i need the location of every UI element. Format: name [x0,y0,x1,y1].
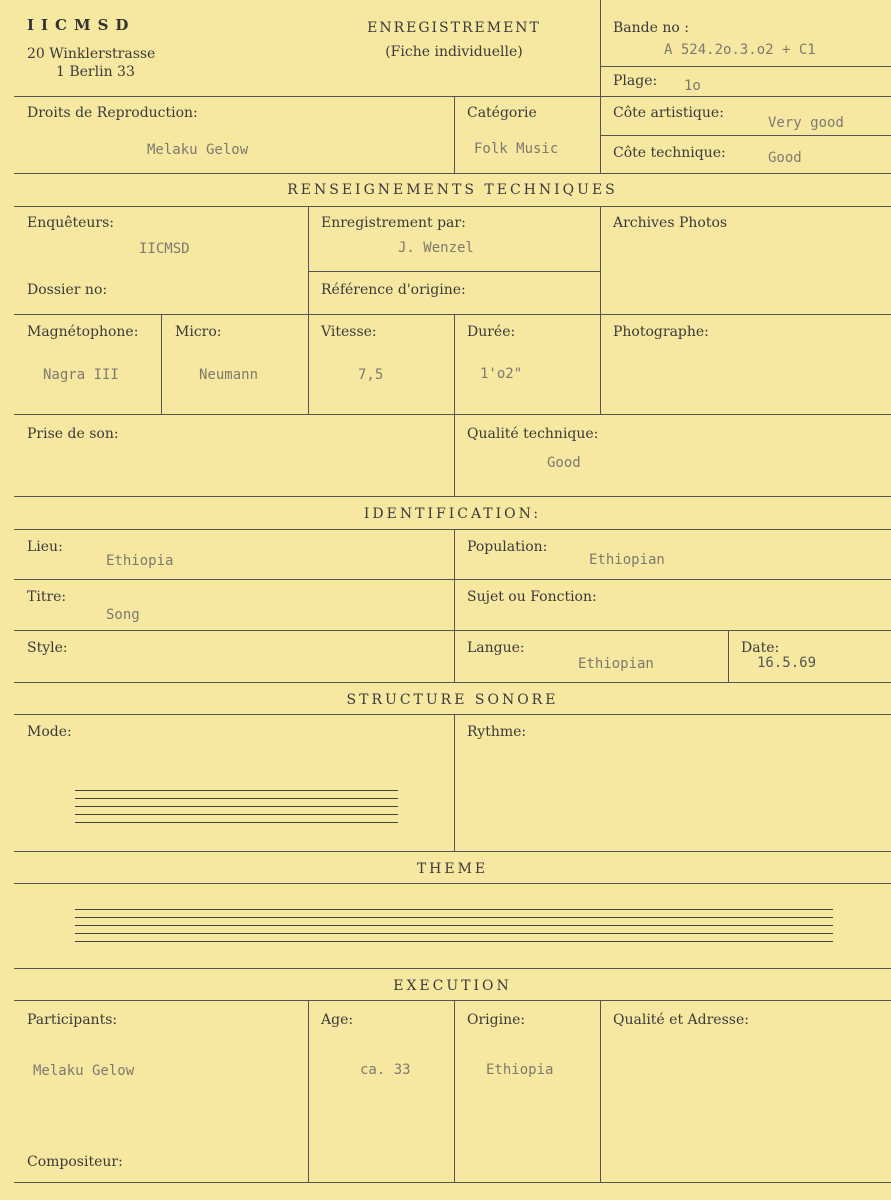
rule-v-archives [600,206,601,414]
cote-artistique-value: Very good [768,115,844,131]
categorie-label: Catégorie [467,105,537,121]
plage-value: 1o [684,78,701,94]
age-value: ca. 33 [360,1062,411,1078]
rule-tech-title [14,206,891,207]
address-line-1: 20 Winklerstrasse [27,46,156,62]
section-execution-title: EXECUTION [393,978,512,994]
date-label: Date: [741,640,780,656]
population-value: Ethiopian [589,552,665,568]
rule-v-micro [161,314,162,414]
rule-mode-bottom [14,851,891,852]
enregistrement-label: Enregistrement par: [321,215,466,231]
duree-value: 1'o2" [480,366,523,382]
rule-lieu-bottom [14,579,891,580]
rule-cote [600,135,891,136]
rule-theme-title [14,883,891,884]
style-label: Style: [27,640,68,656]
section-structure-title: STRUCTURE SONORE [346,692,559,708]
section-technical-title: RENSEIGNEMENTS TECHNIQUES [287,182,618,198]
theme-staff-line [75,917,833,918]
theme-staff-line [75,941,833,942]
mode-staff-line [75,798,398,799]
age-label: Age: [321,1012,354,1028]
mode-staff-line [75,790,398,791]
categorie-value: Folk Music [474,141,559,157]
qualite-label: Qualité technique: [467,426,599,442]
rule-v-adresse [600,1000,601,1182]
titre-label: Titre: [27,589,67,605]
mode-staff-line [75,822,398,823]
rule-v-date [728,630,729,682]
rule-execution-title [14,1000,891,1001]
compositeur-label: Compositeur: [27,1154,123,1170]
mode-label: Mode: [27,724,72,740]
plage-label: Plage: [613,73,658,89]
rule-v-ident [454,529,455,682]
rule-dossier-bottom [14,314,891,315]
theme-staff-line [75,933,833,934]
origine-value: Ethiopia [486,1062,554,1078]
vitesse-value: 7,5 [358,367,384,383]
duree-label: Durée: [467,324,516,340]
rythme-label: Rythme: [467,724,527,740]
rule-v-rythme [454,714,455,851]
cote-artistique-label: Côte artistique: [613,105,724,121]
date-value: 16.5.69 [757,655,817,671]
rule-card-bottom [14,1182,891,1183]
section-identification-title: IDENTIFICATION: [363,506,542,522]
reference-label: Référence d'origine: [321,282,466,298]
cote-technique-value: Good [768,150,802,166]
address-line-2: 1 Berlin 33 [56,64,135,80]
participants-value: Melaku Gelow [33,1063,135,1079]
lieu-label: Lieu: [27,539,63,555]
lieu-value: Ethiopia [106,553,174,569]
participants-label: Participants: [27,1012,118,1028]
rule-structure-title [14,714,891,715]
form-title: ENREGISTREMENT [367,20,541,36]
rule-equipment-bottom [14,414,891,415]
rule-header-right [600,66,891,67]
droits-label: Droits de Reproduction: [27,105,198,121]
origine-label: Origine: [467,1012,526,1028]
qualite-adresse-label: Qualité et Adresse: [613,1012,749,1028]
photographe-label: Photographe: [613,324,709,340]
enregistrement-value: J. Wenzel [398,240,474,256]
archives-label: Archives Photos [613,215,728,231]
rule-v-origine [454,1000,455,1182]
langue-label: Langue: [467,640,525,656]
qualite-value: Good [547,455,581,471]
rule-prise-bottom [14,496,891,497]
rule-theme-bottom [14,968,891,969]
rule-v-enquete [308,206,309,414]
enqueteurs-label: Enquêteurs: [27,215,115,231]
bande-value: A 524.2o.3.o2 + C1 [664,42,816,58]
rule-ident-title [14,529,891,530]
enqueteurs-value: IICMSD [139,241,190,257]
titre-value: Song [106,607,140,623]
droits-value: Melaku Gelow [147,142,249,158]
sujet-label: Sujet ou Fonction: [467,589,597,605]
micro-value: Neumann [199,367,259,383]
bande-label: Bande no : [613,20,689,36]
langue-value: Ethiopian [578,656,654,672]
mode-staff-line [75,806,398,807]
prise-label: Prise de son: [27,426,119,442]
magnetophone-value: Nagra III [43,367,119,383]
rule-v-categorie [454,96,455,173]
rule-v-cote [600,96,601,173]
vitesse-label: Vitesse: [321,324,377,340]
rule-v-age [308,1000,309,1182]
rule-rights-bottom [14,173,891,174]
section-theme-title: THEME [416,861,489,877]
theme-staff-line [75,909,833,910]
rule-v-header [600,0,601,96]
rule-style-bottom [14,682,891,683]
rule-reference [308,271,600,272]
rule-v-qualite [454,414,455,496]
mode-staff-line [75,814,398,815]
dossier-label: Dossier no: [27,282,108,298]
rule-titre-bottom [14,630,891,631]
cote-technique-label: Côte technique: [613,145,726,161]
rule-v-duree [454,314,455,414]
micro-label: Micro: [175,324,222,340]
magnetophone-label: Magnétophone: [27,324,139,340]
form-subtitle: (Fiche individuelle) [385,44,523,60]
rule-header-bottom [14,96,891,97]
theme-staff-line [75,925,833,926]
institution-logo: IICMSD [27,16,136,34]
population-label: Population: [467,539,548,555]
